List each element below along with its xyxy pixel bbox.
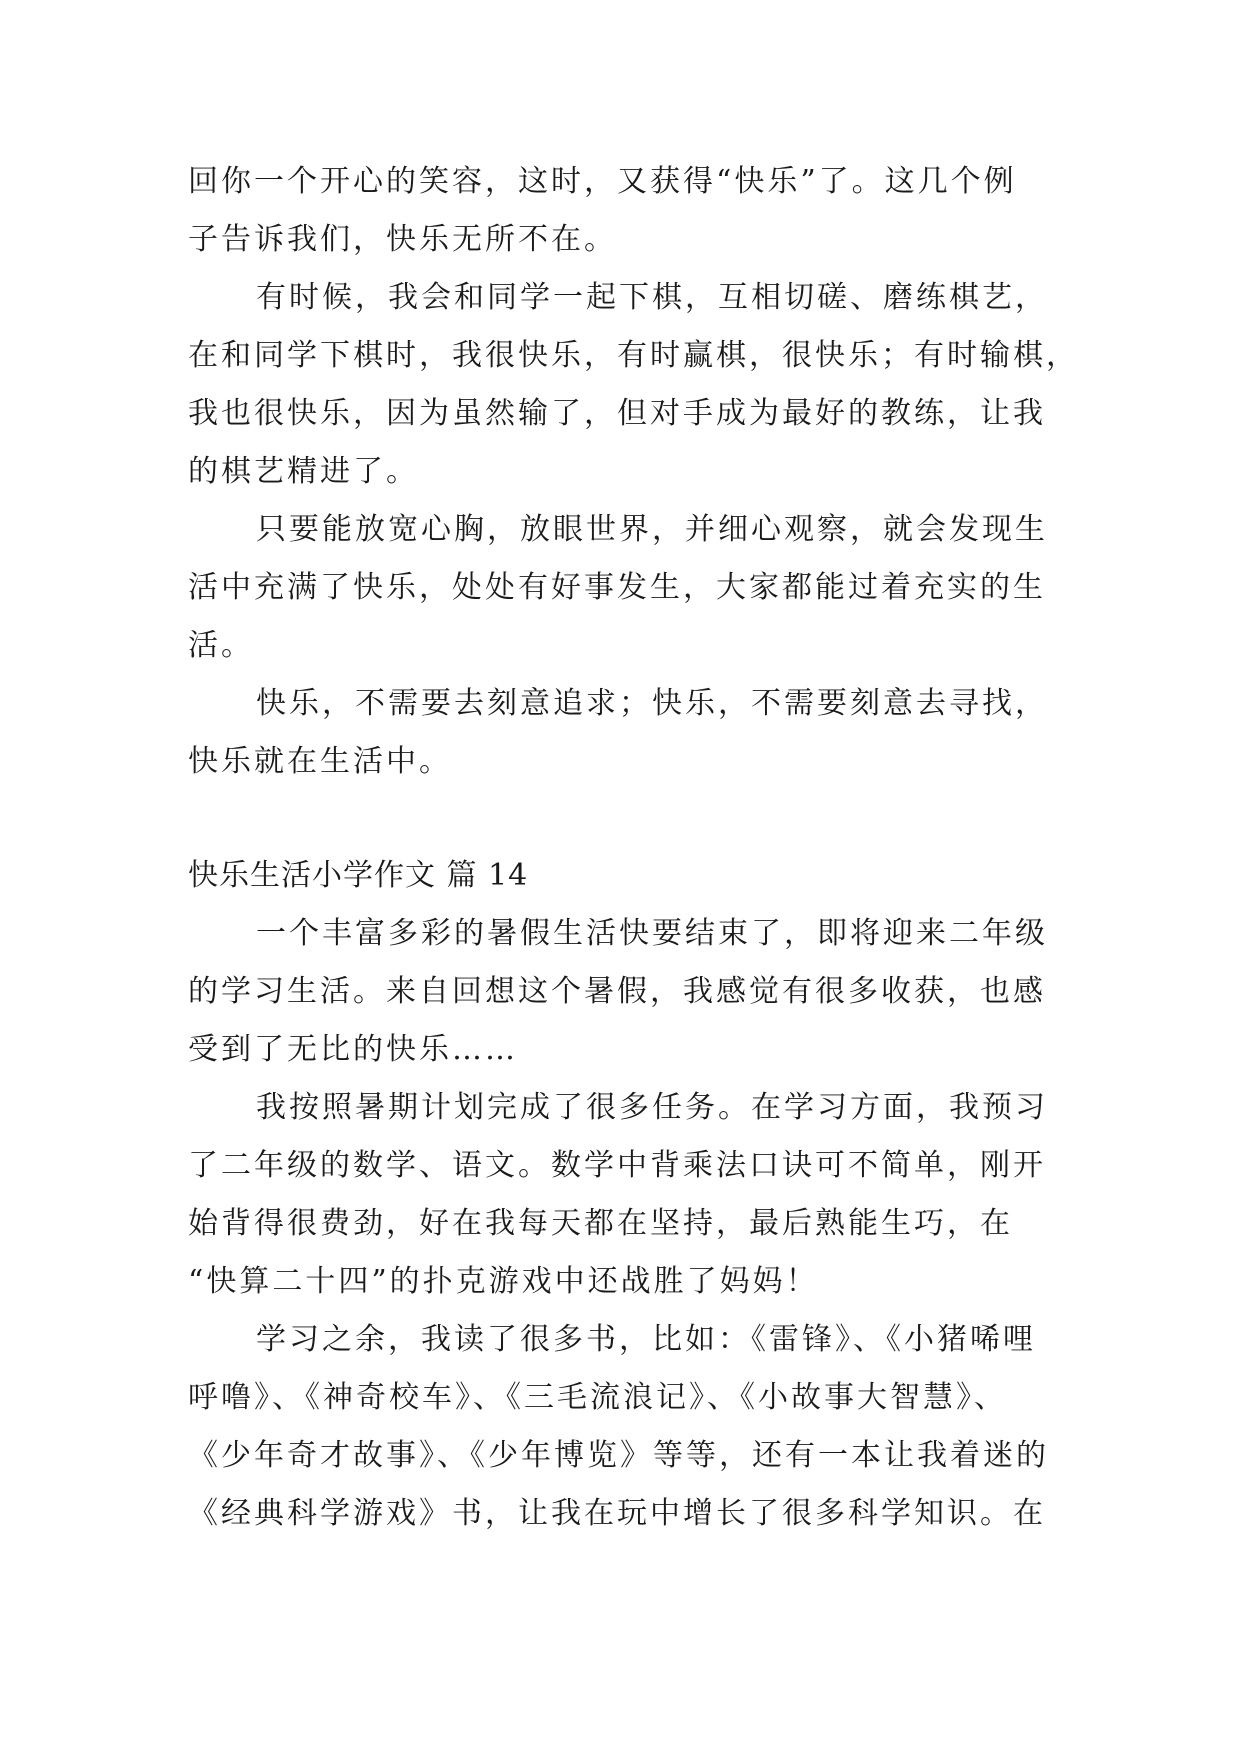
text-line: 《少年奇才故事》、《少年博览》等等，还有一本让我着迷的 xyxy=(188,1438,1049,1473)
text-line: 快乐就在生活中。 xyxy=(188,744,452,779)
text-line: 只要能放宽心胸，放眼世界，并细心观察，就会发现生 xyxy=(256,512,1048,547)
text-line: 的学习生活。来自回想这个暑假，我感觉有很多收获，也感 xyxy=(188,974,1046,1009)
text-line: 学习之余，我读了很多书，比如：《雷锋》、《小猪唏哩 xyxy=(256,1322,1036,1357)
text-line: 回你一个开心的笑容，这时，又获得“快乐”了。这几个例 xyxy=(188,164,1017,199)
text-line: 我也很快乐，因为虽然输了，但对手成为最好的教练，让我 xyxy=(188,396,1046,431)
text-line: 在和同学下棋时，我很快乐，有时赢棋，很快乐；有时输棋， xyxy=(188,338,1079,373)
text-line: 活。 xyxy=(188,628,254,663)
text-line: 活中充满了快乐，处处有好事发生，大家都能过着充实的生 xyxy=(188,570,1046,605)
text-line: 始背得很费劲，好在我每天都在坚持，最后熟能生巧，在 xyxy=(188,1206,1013,1241)
text-line: 子告诉我们，快乐无所不在。 xyxy=(188,222,617,257)
text-line: 呼噜》、《神奇校车》、《三毛流浪记》、《小故事大智慧》、 xyxy=(188,1380,1007,1415)
text-line: 一个丰富多彩的暑假生活快要结束了，即将迎来二年级 xyxy=(256,916,1048,951)
text-line: 的棋艺精进了。 xyxy=(188,454,419,489)
text-line: “快算二十四”的扑克游戏中还战胜了妈妈！ xyxy=(188,1264,819,1299)
text-line: 有时候，我会和同学一起下棋，互相切磋、磨练棋艺， xyxy=(256,280,1048,315)
text-line: 我按照暑期计划完成了很多任务。在学习方面，我预习 xyxy=(256,1090,1048,1125)
section-heading: 快乐生活小学作文 篇 14 xyxy=(188,858,529,893)
text-line: 快乐，不需要去刻意追求；快乐，不需要刻意去寻找， xyxy=(256,686,1048,721)
text-line: 受到了无比的快乐…… xyxy=(188,1032,518,1067)
text-line: 了二年级的数学、语文。数学中背乘法口诀可不简单，刚开 xyxy=(188,1148,1046,1183)
text-line: 《经典科学游戏》书，让我在玩中增长了很多科学知识。在 xyxy=(188,1496,1046,1531)
